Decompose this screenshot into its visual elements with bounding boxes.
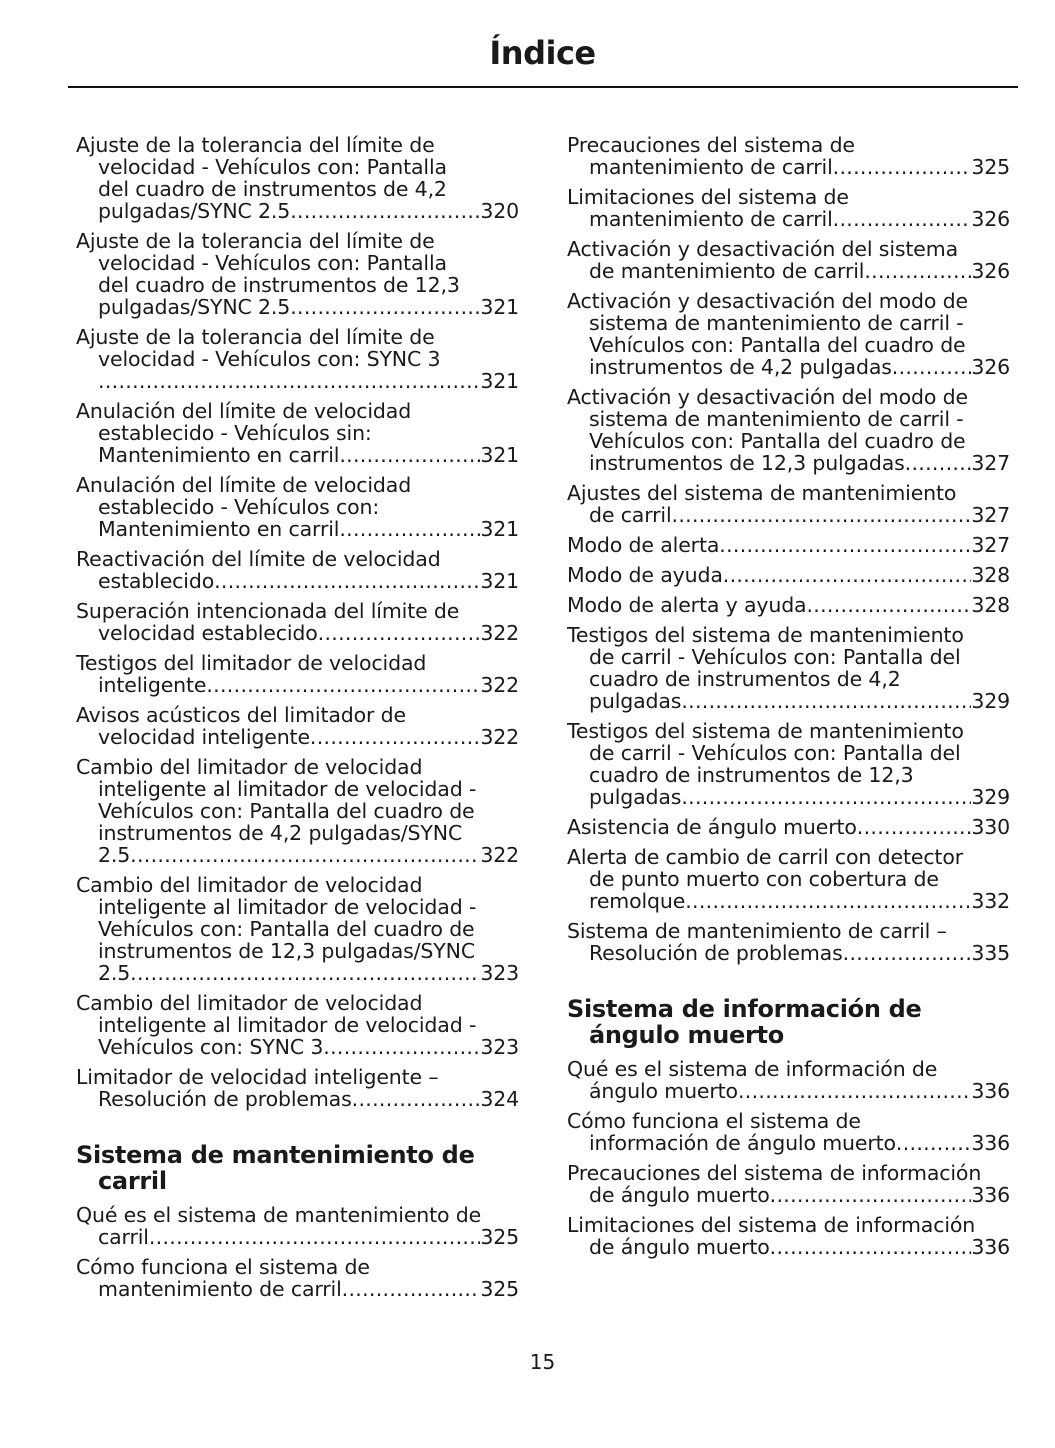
toc-page-number: 321 (480, 569, 519, 593)
toc-entry-text: Avisos acústicos del limitador de (76, 703, 406, 727)
toc-entry-text: del cuadro de instrumentos de 4,2 (98, 177, 447, 201)
toc-entry[interactable] (76, 704, 519, 748)
dot-leader (905, 452, 972, 474)
toc-entry-text: instrumentos de 12,3 pulgadas (589, 451, 905, 475)
toc-entry[interactable] (567, 594, 1010, 616)
dot-leader (290, 296, 480, 318)
toc-page-number: 335 (971, 941, 1010, 965)
toc-page-number: 325 (480, 1225, 519, 1249)
toc-entry-text: de carril - Vehículos con: Pantalla del (589, 741, 961, 765)
dot-leader (770, 1236, 972, 1258)
toc-page-number: 336 (971, 1235, 1010, 1259)
toc-entry-text: sistema de mantenimiento de carril - (589, 311, 964, 335)
toc-entry-text: Ajuste de la tolerancia del límite de (76, 229, 435, 253)
dot-leader (681, 690, 971, 712)
toc-entry-text: información de ángulo muerto (589, 1131, 896, 1155)
toc-entry-text: establecido - Vehículos con: (98, 495, 380, 519)
toc-page-number: 327 (971, 533, 1010, 557)
toc-entry[interactable] (567, 290, 1010, 378)
toc-entry-text: Precauciones del sistema de (567, 133, 855, 157)
toc-page-number: 321 (480, 295, 519, 319)
toc-entry-text: remolque (589, 889, 686, 913)
dot-leader (738, 1080, 971, 1102)
toc-entry-text: Superación intencionada del límite de (76, 599, 460, 623)
toc-entry-text: velocidad inteligente (98, 725, 310, 749)
toc-page-number: 322 (480, 843, 519, 867)
toc-page-number: 321 (480, 443, 519, 467)
title-divider (68, 86, 1018, 88)
toc-page-number: 336 (971, 1183, 1010, 1207)
toc-entry[interactable] (76, 230, 519, 318)
toc-entry[interactable] (567, 720, 1010, 808)
dot-leader (98, 370, 480, 392)
toc-entry-text: Ajuste de la tolerancia del límite de (76, 133, 435, 157)
toc-entry-text: Qué es el sistema de mantenimiento de (76, 1203, 482, 1227)
toc-entry-text: Limitaciones del sistema de (567, 185, 849, 209)
toc-entry-text: cuadro de instrumentos de 12,3 (589, 763, 914, 787)
toc-page-number: 321 (480, 369, 519, 393)
toc-page-number: 324 (480, 1087, 519, 1111)
toc-entry[interactable] (567, 186, 1010, 230)
toc-entry-text: Mantenimiento en carril (98, 443, 340, 467)
toc-entry[interactable] (567, 238, 1010, 282)
toc-entry[interactable] (567, 564, 1010, 586)
toc-entry-text: carril (98, 1225, 149, 1249)
toc-entry[interactable] (76, 326, 519, 392)
toc-left-column (76, 134, 519, 1308)
toc-entry-text: Testigos del sistema de mantenimiento (567, 719, 964, 743)
toc-entry-text: instrumentos de 4,2 pulgadas/SYNC (98, 821, 463, 845)
toc-entry-text: Alerta de cambio de carril con detector (567, 845, 963, 869)
toc-entry[interactable] (76, 474, 519, 540)
toc-entry-text: velocidad establecido (98, 621, 318, 645)
toc-entry-text: mantenimiento de carril (589, 207, 833, 231)
dot-leader (339, 518, 480, 540)
dot-leader (833, 156, 972, 178)
toc-entry[interactable] (567, 1110, 1010, 1154)
dot-leader (685, 890, 971, 912)
toc-entry[interactable] (567, 624, 1010, 712)
toc-entry-text: Anulación del límite de velocidad (76, 473, 412, 497)
page-title: Índice (489, 34, 596, 72)
toc-entry-text: velocidad - Vehículos con: Pantalla (98, 155, 447, 179)
toc-entry[interactable] (567, 386, 1010, 474)
toc-entry-text: inteligente al limitador de velocidad - (98, 895, 477, 919)
toc-entry[interactable] (76, 548, 519, 592)
toc-entry-text: de carril - Vehículos con: Pantalla del (589, 645, 961, 669)
toc-entry-text: Vehículos con: SYNC 3 (98, 1035, 324, 1059)
toc-page-number: 322 (480, 621, 519, 645)
toc-entry-text: Activación y desactivación del modo de (567, 385, 968, 409)
toc-entry-text: Cómo funciona el sistema de (76, 1255, 370, 1279)
toc-page-number: 323 (480, 1035, 519, 1059)
section-heading (76, 1142, 519, 1194)
dot-leader (214, 570, 480, 592)
dot-leader (323, 1036, 480, 1058)
toc-entry-text: Asistencia de ángulo muerto (567, 815, 857, 839)
toc-entry[interactable] (76, 1204, 519, 1248)
toc-page-number: 326 (971, 355, 1010, 379)
toc-entry[interactable] (76, 600, 519, 644)
toc-entry[interactable] (76, 1066, 519, 1110)
toc-entry-text: instrumentos de 12,3 pulgadas/SYNC (98, 939, 476, 963)
toc-entry-text: pulgadas/SYNC 2.5 (98, 199, 291, 223)
toc-entry-text: Vehículos con: Pantalla del cuadro de (98, 799, 475, 823)
toc-page-number: 322 (480, 673, 519, 697)
toc-entry-text: de punto muerto con cobertura de (589, 867, 939, 891)
toc-page-number: 321 (480, 517, 519, 541)
toc-entry-text: instrumentos de 4,2 pulgadas (589, 355, 892, 379)
dot-leader (857, 816, 972, 838)
toc-entry[interactable] (567, 816, 1010, 838)
dot-leader (130, 844, 480, 866)
toc-entry-text: Cambio del limitador de velocidad (76, 755, 423, 779)
toc-entry-text: pulgadas (589, 689, 682, 713)
toc-entry-text: Testigos del limitador de velocidad (76, 651, 427, 675)
toc-entry-text: Cambio del limitador de velocidad (76, 991, 423, 1015)
toc-entry-text: de mantenimiento de carril (589, 259, 865, 283)
toc-entry-text: Modo de alerta y ayuda (567, 593, 807, 617)
toc-entry[interactable] (567, 482, 1010, 526)
toc-entry[interactable] (76, 874, 519, 984)
toc-page-number: 329 (971, 785, 1010, 809)
toc-entry-text: Anulación del límite de velocidad (76, 399, 412, 423)
toc-entry[interactable] (76, 992, 519, 1058)
dot-leader (149, 1226, 480, 1248)
toc-entry[interactable] (567, 1214, 1010, 1258)
section-heading-line: carril (98, 1167, 167, 1195)
toc-entry[interactable] (76, 652, 519, 696)
toc-entry-text: inteligente al limitador de velocidad - (98, 777, 477, 801)
page-number: 15 (529, 1350, 556, 1374)
dot-leader (723, 564, 972, 586)
dot-leader (318, 622, 481, 644)
toc-entry[interactable] (567, 134, 1010, 178)
toc-entry-text: inteligente (98, 673, 207, 697)
dot-leader (672, 504, 972, 526)
toc-entry-text: de ángulo muerto (589, 1183, 770, 1207)
toc-entry-text: Qué es el sistema de información de (567, 1057, 938, 1081)
toc-page-number: 327 (971, 451, 1010, 475)
dot-leader (833, 208, 972, 230)
toc-entry-text: 2.5 (98, 843, 131, 867)
dot-leader (770, 1184, 972, 1206)
toc-page-number: 322 (480, 725, 519, 749)
section-heading-line: Sistema de mantenimiento de (76, 1141, 475, 1169)
toc-entry-text: Limitaciones del sistema de información (567, 1213, 976, 1237)
dot-leader (843, 942, 972, 964)
toc-entry-text: velocidad - Vehículos con: Pantalla (98, 251, 447, 275)
toc-entry-text: Cambio del limitador de velocidad (76, 873, 423, 897)
toc-entry[interactable] (76, 756, 519, 866)
section-heading-line: Sistema de información de (567, 995, 922, 1023)
dot-leader (290, 200, 480, 222)
toc-entry-text: del cuadro de instrumentos de 12,3 (98, 273, 460, 297)
toc-right-column (567, 134, 1010, 1266)
toc-page-number: 336 (971, 1131, 1010, 1155)
dot-leader (310, 726, 480, 748)
toc-entry-text: Activación y desactivación del modo de (567, 289, 968, 313)
toc-entry-text: Resolución de problemas (589, 941, 843, 965)
dot-leader (719, 534, 971, 556)
toc-page-number: 325 (480, 1277, 519, 1301)
toc-entry[interactable] (76, 134, 519, 222)
dot-leader (339, 444, 480, 466)
toc-entry-text: mantenimiento de carril (98, 1277, 342, 1301)
toc-entry-text: ángulo muerto (589, 1079, 738, 1103)
toc-entry-text: Vehículos con: Pantalla del cuadro de (589, 429, 966, 453)
toc-entry[interactable] (567, 846, 1010, 912)
toc-entry-text: Limitador de velocidad inteligente – (76, 1065, 439, 1089)
dot-leader (681, 786, 971, 808)
dot-leader (806, 594, 971, 616)
toc-entry-text: Cómo funciona el sistema de (567, 1109, 861, 1133)
toc-page-number: 332 (971, 889, 1010, 913)
toc-page-number: 323 (480, 961, 519, 985)
toc-entry-text: establecido (98, 569, 215, 593)
dot-leader (864, 260, 971, 282)
toc-entry[interactable] (567, 1058, 1010, 1102)
toc-entry-text: velocidad - Vehículos con: SYNC 3 (98, 347, 441, 371)
toc-page-number: 328 (971, 593, 1010, 617)
toc-entry-text: Mantenimiento en carril (98, 517, 340, 541)
toc-page-number: 325 (971, 155, 1010, 179)
toc-entry-text: Ajuste de la tolerancia del límite de (76, 325, 435, 349)
toc-page-number: 326 (971, 207, 1010, 231)
toc-page-number: 327 (971, 503, 1010, 527)
section-heading-line: ángulo muerto (589, 1021, 784, 1049)
toc-entry-text: de carril (589, 503, 672, 527)
toc-entry[interactable] (567, 534, 1010, 556)
toc-entry-text: Vehículos con: Pantalla del cuadro de (98, 917, 475, 941)
dot-leader (352, 1088, 481, 1110)
toc-entry-text: Ajustes del sistema de mantenimiento (567, 481, 957, 505)
toc-entry-text: Precauciones del sistema de información (567, 1161, 982, 1185)
dot-leader (892, 356, 972, 378)
toc-entry-text: Vehículos con: Pantalla del cuadro de (589, 333, 966, 357)
toc-entry[interactable] (76, 1256, 519, 1300)
toc-entry[interactable] (76, 400, 519, 466)
toc-entry-text: Modo de ayuda (567, 563, 723, 587)
toc-entry-text: cuadro de instrumentos de 4,2 (589, 667, 901, 691)
toc-entry[interactable] (567, 920, 1010, 964)
toc-entry[interactable] (567, 1162, 1010, 1206)
toc-page-number: 328 (971, 563, 1010, 587)
toc-entry-text: mantenimiento de carril (589, 155, 833, 179)
toc-entry-text: sistema de mantenimiento de carril - (589, 407, 964, 431)
section-heading (567, 996, 1010, 1048)
toc-entry-text: pulgadas (589, 785, 682, 809)
toc-entry-text: Resolución de problemas (98, 1087, 352, 1111)
toc-entry-text: de ángulo muerto (589, 1235, 770, 1259)
dot-leader (896, 1132, 971, 1154)
toc-page-number: 330 (971, 815, 1010, 839)
toc-entry-text: Reactivación del límite de velocidad (76, 547, 441, 571)
dot-leader (130, 962, 480, 984)
toc-entry-text: inteligente al limitador de velocidad - (98, 1013, 477, 1037)
toc-entry-text: Activación y desactivación del sistema (567, 237, 958, 261)
toc-entry-text: 2.5 (98, 961, 131, 985)
toc-page-number: 336 (971, 1079, 1010, 1103)
toc-page-number: 326 (971, 259, 1010, 283)
toc-page-number: 320 (480, 199, 519, 223)
toc-entry-text: establecido - Vehículos sin: (98, 421, 372, 445)
toc-entry-text: Testigos del sistema de mantenimiento (567, 623, 964, 647)
toc-entry-text: Modo de alerta (567, 533, 720, 557)
dot-leader (206, 674, 480, 696)
toc-entry-text: pulgadas/SYNC 2.5 (98, 295, 291, 319)
toc-entry-text: Sistema de mantenimiento de carril – (567, 919, 947, 943)
dot-leader (342, 1278, 481, 1300)
toc-page-number: 329 (971, 689, 1010, 713)
